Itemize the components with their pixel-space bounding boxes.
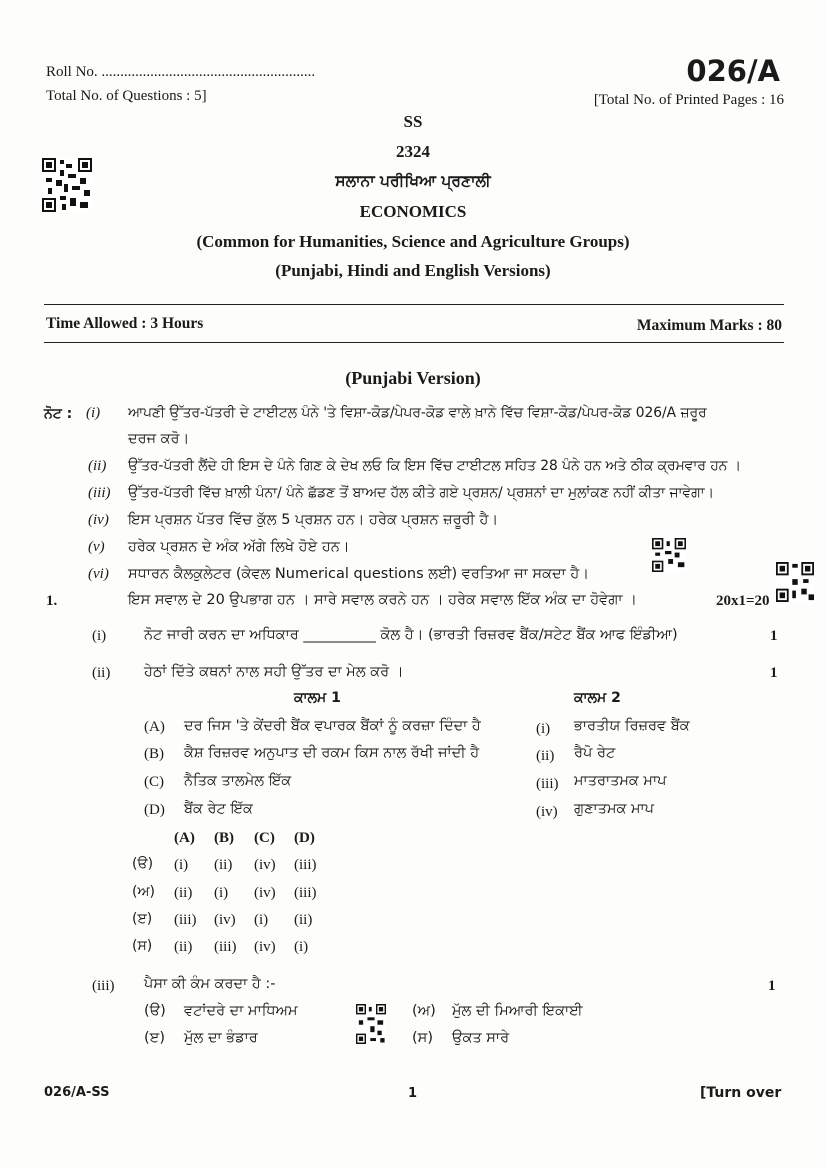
col1-text-a: ਦਰ ਜਿਸ 'ਤੇ ਕੇਂਦਰੀ ਬੈਂਕ ਵਪਾਰਕ ਬੈਂਕਾਂ ਨੂੰ ਕਰਜ਼ਾ ਦਿੰਦਾ ਹੈ	[184, 718, 481, 734]
col1-text-b: ਕੈਸ਼ ਰਿਜ਼ਰਵ ਅਨੁਪਾਤ ਦੀ ਰਕਮ ਕਿਸ ਨਾਲ ਰੱਖੀ ਜਾਂਦੀ ਹੈ	[184, 745, 480, 761]
sub-ii-number: (ii)	[92, 665, 111, 681]
time-allowed: Time Allowed : 3 Hours	[46, 315, 204, 332]
option-1-a: (i)	[174, 857, 189, 873]
col1-key-b: (B)	[144, 746, 164, 762]
sub-iii-opt-text-3: ਮੁੱਲ ਦਾ ਭੰਡਾਰ	[184, 1030, 258, 1046]
qr-code-icon	[356, 1004, 386, 1044]
note-text-4: ਇਸ ਪ੍ਰਸ਼ਨ ਪੱਤਰ ਵਿੱਚ ਕੁੱਲ 5 ਪ੍ਰਸ਼ਨ ਹਨ। ਹਰੇਕ ਪ੍ਰਸ਼ਨ ਜ਼ਰੂਰੀ ਹੈ।	[128, 512, 499, 528]
col1-text-c: ਨੈਤਿਕ ਤਾਲਮੇਲ ਇੱਕ	[184, 773, 292, 789]
sub-iii-number: (iii)	[92, 978, 115, 994]
note-num-1: (i)	[86, 405, 101, 421]
note-num-6: (vi)	[88, 566, 109, 582]
note-num-3: (iii)	[88, 485, 111, 501]
series-code: SS	[403, 112, 423, 131]
option-label-1: (ੳ)	[132, 856, 154, 872]
note-label: ਨੋਟ :	[44, 406, 73, 422]
note-text-6: ਸਧਾਰਨ ਕੈਲਕੁਲੇਟਰ (ਕੇਵਲ Numerical questions ਲਈ) ਵਰਤਿਆ ਜਾ ਸਕਦਾ ਹੈ।	[128, 566, 590, 582]
option-4-c: (iv)	[254, 939, 276, 955]
option-2-d: (iii)	[294, 885, 317, 901]
option-3-b: (iv)	[214, 912, 236, 928]
grid-head-a: (A)	[174, 830, 195, 846]
note-text-1b: ਦਰਜ ਕਰੋ।	[128, 431, 190, 447]
footer-page-number: 1	[408, 1086, 418, 1101]
versions-line: (Punjabi, Hindi and English Versions)	[275, 261, 551, 280]
roll-no: Roll No. .........................................................	[46, 64, 316, 80]
col1-text-d: ਬੈਂਕ ਰੇਟ ਇੱਕ	[184, 801, 253, 817]
col1-key-c: (C)	[144, 774, 164, 790]
option-label-3: (ੲ)	[132, 911, 153, 927]
subject-title: ECONOMICS	[359, 202, 467, 221]
note-num-4: (iv)	[88, 512, 109, 528]
sub-ii-text: ਹੇਠਾਂ ਦਿੱਤੇ ਕਥਨਾਂ ਨਾਲ ਸਹੀ ਉੱਤਰ ਦਾ ਮੇਲ ਕਰੋ ।	[144, 664, 404, 680]
option-1-c: (iv)	[254, 857, 276, 873]
header-rule-top	[44, 304, 784, 305]
option-4-a: (ii)	[174, 939, 193, 955]
option-label-4: (ਸ)	[132, 938, 153, 954]
grid-head-c: (C)	[254, 830, 275, 846]
note-text-5: ਹਰੇਕ ਪ੍ਰਸ਼ਨ ਦੇ ਅੰਕ ਅੱਗੇ ਲਿਖੇ ਹੋਏ ਹਨ।	[128, 539, 350, 555]
col2-key-iv: (iv)	[536, 804, 558, 820]
footer-paper-code: 026/A-SS	[44, 1085, 110, 1100]
sub-i-text: ਨੋਟ ਜਾਰੀ ਕਰਨ ਦਾ ਅਧਿਕਾਰ __________ ਕੋਲ ਹੈ। (ਭਾਰਤੀ ਰਿਜ਼ਰਵ ਬੈਂਕ/ਸਟੇਟ ਬੈਂਕ ਆਫ ਇੰਡੀਆ)	[144, 627, 678, 643]
qr-code-icon	[776, 562, 814, 602]
option-4-b: (iii)	[214, 939, 237, 955]
sub-iii-opt-label-4: (ਸ)	[412, 1030, 433, 1046]
col2-text-iii: ਮਾਤਰਾਤਮਕ ਮਾਪ	[574, 773, 667, 789]
q1-number: 1.	[46, 593, 58, 609]
header-rule-bottom	[44, 342, 784, 343]
option-2-a: (ii)	[174, 885, 193, 901]
sub-iii-opt-text-4: ਉਕਤ ਸਾਰੇ	[452, 1030, 510, 1046]
qr-code-icon	[42, 158, 92, 212]
option-4-d: (i)	[294, 939, 309, 955]
sub-iii-opt-label-2: (ਅ)	[412, 1003, 436, 1019]
col2-text-ii: ਰੈਪੋ ਰੇਟ	[574, 745, 616, 761]
sub-i-number: (i)	[92, 628, 107, 644]
sub-ii-marks: 1	[770, 665, 778, 681]
option-1-d: (iii)	[294, 857, 317, 873]
note-text-2: ਉੱਤਰ-ਪੱਤਰੀ ਲੈਂਦੇ ਹੀ ਇਸ ਦੇ ਪੰਨੇ ਗਿਣ ਕੇ ਦੇਖ ਲਓ ਕਿ ਇਸ ਵਿੱਚ ਟਾਈਟਲ ਸਹਿਤ 28 ਪੰਨੇ ਹਨ ਅਤੇ ਠੀਕ ਕ੍ਰਮਵਾਰ ਹਨ ।	[128, 458, 741, 474]
q1-marks: 20x1=20	[716, 593, 770, 609]
year-code: 2324	[396, 142, 430, 161]
option-1-b: (ii)	[214, 857, 233, 873]
grid-head-d: (D)	[294, 830, 315, 846]
sub-iii-text: ਪੈਸਾ ਕੀ ਕੰਮ ਕਰਦਾ ਹੈ :-	[144, 976, 276, 992]
col2-text-i: ਭਾਰਤੀਯ ਰਿਜ਼ਰਵ ਬੈਂਕ	[574, 718, 690, 734]
option-3-a: (iii)	[174, 912, 197, 928]
printed-pages: [Total No. of Printed Pages : 16	[593, 92, 784, 108]
col2-text-iv: ਗੁਣਾਤਮਕ ਮਾਪ	[574, 801, 655, 817]
note-num-2: (ii)	[88, 458, 107, 474]
sub-iii-opt-label-3: (ੲ)	[144, 1030, 165, 1046]
option-3-d: (ii)	[294, 912, 313, 928]
sub-iii-marks: 1	[768, 978, 776, 994]
sub-iii-opt-text-1: ਵਟਾਂਦਰੇ ਦਾ ਮਾਧਿਅਮ	[184, 1003, 298, 1019]
max-marks: Maximum Marks : 80	[636, 317, 782, 334]
sub-iii-opt-text-2: ਮੁੱਲ ਦੀ ਮਿਆਰੀ ਇਕਾਈ	[452, 1003, 583, 1019]
col1-key-d: (D)	[144, 802, 165, 818]
sub-i-marks: 1	[770, 628, 778, 644]
note-text-1a: ਆਪਣੀ ਉੱਤਰ-ਪੱਤਰੀ ਦੇ ਟਾਈਟਲ ਪੰਨੇ 'ਤੇ ਵਿਸ਼ਾ-ਕੋਡ/ਪੇਪਰ-ਕੋਡ ਵਾਲੇ ਖ਼ਾਨੇ ਵਿੱਚ ਵਿਸ਼ਾ-ਕੋਡ/ਪੇਪਰ-ਕੋਡ 026/A ਜ਼ਰੂਰ	[128, 405, 707, 421]
exam-name: ਸਲਾਨਾ ਪਰੀਖਿਆ ਪ੍ਰਣਾਲੀ	[335, 172, 491, 190]
total-questions: Total No. of Questions : 5]	[46, 88, 207, 104]
option-label-2: (ਅ)	[132, 884, 155, 900]
col1-key-a: (A)	[144, 719, 165, 735]
paper-code: 026/A	[686, 54, 780, 88]
version-title: (Punjabi Version)	[345, 368, 481, 388]
col2-key-iii: (iii)	[536, 776, 559, 792]
footer-turn-over: [Turn over	[700, 1085, 782, 1101]
note-text-3: ਉੱਤਰ-ਪੱਤਰੀ ਵਿੱਚ ਖ਼ਾਲੀ ਪੰਨਾ/ ਪੰਨੇ ਛੱਡਣ ਤੋਂ ਬਾਅਦ ਹੱਲ ਕੀਤੇ ਗਏ ਪ੍ਰਸ਼ਨ/ ਪ੍ਰਸ਼ਨਾਂ ਦਾ ਮੁਲਾਂਕਣ ਨਹੀਂ ਕੀਤਾ ਜਾਵੇਗਾ।	[128, 485, 714, 501]
col2-key-i: (i)	[536, 721, 551, 737]
qr-code-icon	[652, 538, 686, 572]
column-2-heading: ਕਾਲਮ 2	[574, 690, 621, 706]
q1-text: ਇਸ ਸਵਾਲ ਦੇ 20 ਉਪਭਾਗ ਹਨ । ਸਾਰੇ ਸਵਾਲ ਕਰਨੇ ਹਨ । ਹਰੇਕ ਸਵਾਲ ਇੱਕ ਅੰਕ ਦਾ ਹੋਵੇਗਾ ।	[128, 592, 637, 608]
col2-key-ii: (ii)	[536, 748, 555, 764]
groups-line: (Common for Humanities, Science and Agriculture Groups)	[196, 232, 630, 251]
option-2-b: (i)	[214, 885, 229, 901]
option-3-c: (i)	[254, 912, 269, 928]
option-2-c: (iv)	[254, 885, 276, 901]
sub-iii-opt-label-1: (ੳ)	[144, 1003, 166, 1019]
grid-head-b: (B)	[214, 830, 234, 846]
note-num-5: (v)	[88, 539, 105, 555]
column-1-heading: ਕਾਲਮ 1	[294, 690, 341, 706]
